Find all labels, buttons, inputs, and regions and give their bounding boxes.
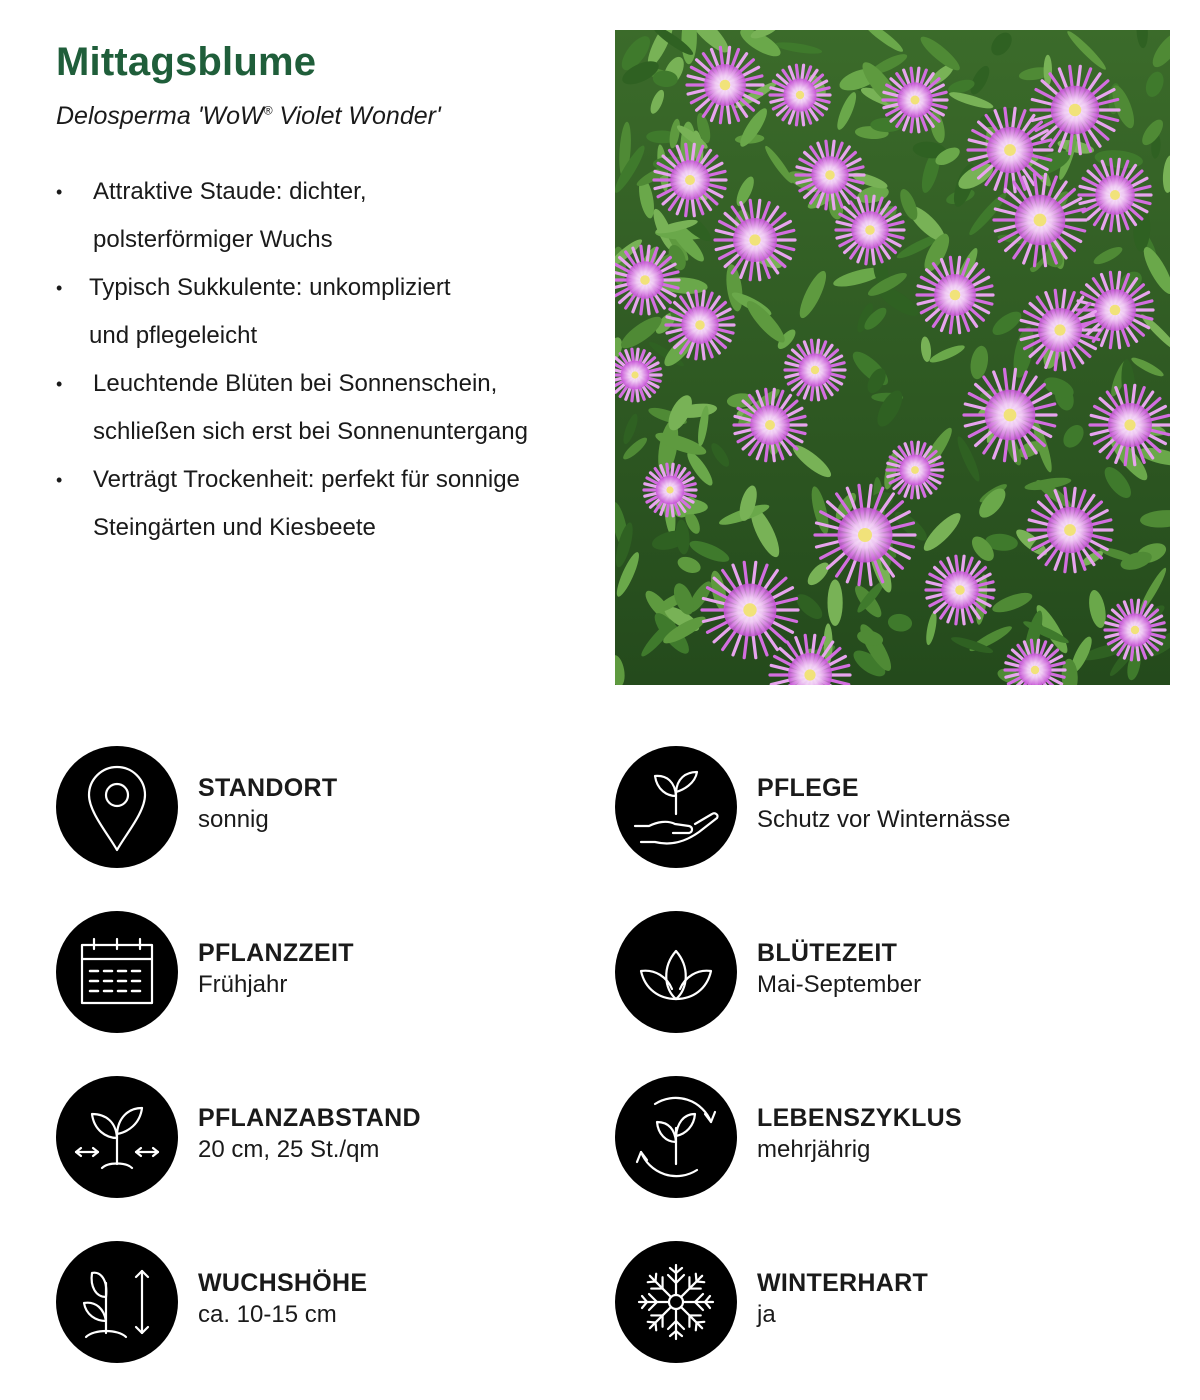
botanical-name: Delosperma 'WoW® Violet Wonder' — [56, 102, 441, 130]
info-value: Mai-September — [757, 971, 922, 998]
info-bluetezeit — [615, 911, 1135, 1035]
location-pin-icon — [56, 746, 178, 868]
info-wuchshoehe — [56, 1241, 576, 1365]
product-photo — [615, 30, 1170, 685]
info-label: WINTERHART — [757, 1269, 929, 1297]
info-lebenszyklus — [615, 1076, 1135, 1200]
info-value: sonnig — [198, 806, 269, 833]
feature-item: • Leuchtende Blüten bei Sonnenschein, schließen sich erst bei Sonnenuntergang — [56, 360, 586, 456]
feature-item: • Verträgt Trockenheit: perfekt für sonnige Steingärten und Kiesbeete — [56, 456, 586, 552]
info-standort — [56, 746, 576, 870]
delosperma-flower-photo — [615, 30, 1170, 685]
info-value: ca. 10-15 cm — [198, 1301, 337, 1328]
plant-height-icon — [56, 1241, 178, 1363]
feature-list — [56, 168, 586, 552]
snowflake-icon — [615, 1241, 737, 1363]
info-value: ja — [757, 1301, 776, 1328]
info-value: 20 cm, 25 St./qm — [198, 1136, 380, 1163]
life-cycle-icon — [615, 1076, 737, 1198]
info-label: LEBENSZYKLUS — [757, 1104, 963, 1132]
product-title: Mittagsblume — [56, 40, 317, 84]
info-label: PFLEGE — [757, 774, 859, 802]
info-value: Frühjahr — [198, 971, 288, 998]
info-winterhart — [615, 1241, 1135, 1365]
plant-spacing-icon — [56, 1076, 178, 1198]
feature-item: • Typisch Sukkulente: unkompliziert und pflegeleicht — [56, 264, 586, 360]
info-pflanzzeit — [56, 911, 576, 1035]
feature-item: • Attraktive Staude: dichter, polsterförmiger Wuchs — [56, 168, 586, 264]
info-label: PFLANZZEIT — [198, 939, 354, 967]
info-label: PFLANZABSTAND — [198, 1104, 421, 1132]
lotus-flower-icon — [615, 911, 737, 1033]
calendar-icon — [56, 911, 178, 1033]
info-value: mehrjährig — [757, 1136, 871, 1163]
info-pflege — [615, 746, 1135, 870]
info-value: Schutz vor Winternässe — [757, 806, 1011, 833]
info-label: WUCHSHÖHE — [198, 1269, 368, 1297]
info-label: BLÜTEZEIT — [757, 939, 898, 967]
seedling-in-hand-icon — [615, 746, 737, 868]
info-pflanzabstand — [56, 1076, 576, 1200]
info-label: STANDORT — [198, 774, 338, 802]
